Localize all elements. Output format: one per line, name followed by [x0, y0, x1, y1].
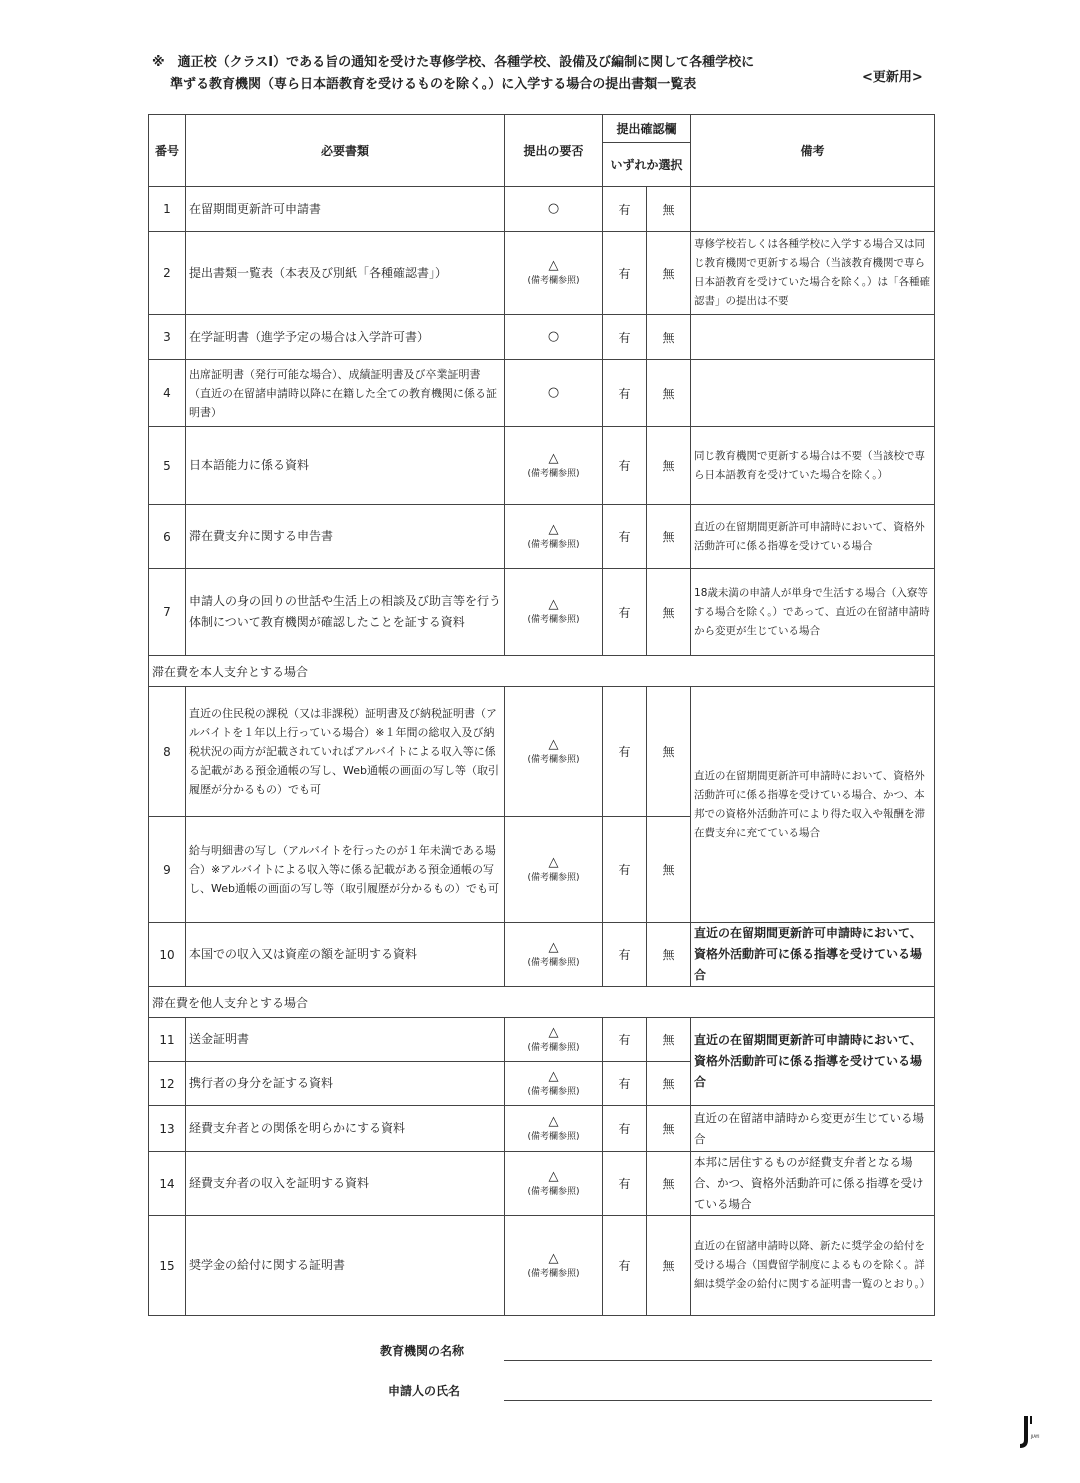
table-row: [149, 1018, 935, 1062]
required-mark: ○: [547, 201, 560, 216]
see-remarks-note: (備考欄参照): [527, 872, 580, 883]
table-row: [149, 315, 935, 360]
row-number: 12: [149, 1062, 186, 1106]
row-remarks: [691, 315, 935, 360]
row-required: [505, 505, 603, 569]
row-number: 3: [149, 315, 186, 360]
no-option[interactable]: 無: [647, 1106, 691, 1152]
row-remarks: 直近の在留諸申請時から変更が生じている場合: [691, 1106, 935, 1152]
table-row: [149, 923, 935, 987]
row-number: 8: [149, 687, 186, 817]
yes-option[interactable]: 有: [603, 1062, 647, 1106]
row-number: 1: [149, 187, 186, 232]
row-remarks: 直近の在留期間更新許可申請時において、資格外活動許可に係る指導を受けている場合: [691, 923, 935, 987]
yes-option[interactable]: 有: [603, 687, 647, 817]
row-document: 日本語能力に係る資料: [186, 427, 505, 505]
yes-option[interactable]: 有: [603, 1106, 647, 1152]
required-mark: △: [548, 854, 559, 870]
row-document: 送金証明書: [186, 1018, 505, 1062]
yes-option[interactable]: 有: [603, 187, 647, 232]
row-required: [505, 569, 603, 656]
row-document: 本国での収入又は資産の額を証明する資料: [186, 923, 505, 987]
no-option[interactable]: 無: [647, 427, 691, 505]
table-row: [149, 232, 935, 315]
table-row: [149, 427, 935, 505]
required-mark: ○: [547, 329, 560, 344]
yes-option[interactable]: 有: [603, 1152, 647, 1216]
row-required: [505, 1062, 603, 1106]
required-mark: △: [548, 597, 559, 612]
row-document: 経費支弁者との関係を明らかにする資料: [186, 1106, 505, 1152]
required-mark: △: [548, 258, 559, 273]
no-option[interactable]: 無: [647, 569, 691, 656]
section-row-self-support: [149, 656, 935, 687]
see-remarks-note: (備考欄参照): [527, 1086, 580, 1097]
no-option[interactable]: 無: [647, 232, 691, 315]
no-option[interactable]: 無: [647, 687, 691, 817]
row-remarks: [691, 187, 935, 232]
documents-table: [148, 114, 935, 1316]
row-document: 経費支弁者の収入を証明する資料: [186, 1152, 505, 1216]
row-required: [505, 1216, 603, 1316]
row-remarks: 直近の在留期間更新許可申請時において、資格外活動許可に係る指導を受けている場合: [691, 505, 935, 569]
yes-option[interactable]: 有: [603, 315, 647, 360]
institution-name-label: 教育機関の名称: [380, 1344, 465, 1358]
row-document: 申請人の身の回りの世話や生活上の相談及び助言等を行う体制について教育機関が確認したことを証する資料: [186, 569, 505, 656]
row-document: 奨学金の給付に関する証明書: [186, 1216, 505, 1316]
no-option[interactable]: 無: [647, 817, 691, 923]
header-remarks: 備考: [691, 115, 935, 187]
required-mark: △: [548, 1068, 559, 1084]
row-document: 直近の住民税の課税（又は非課税）証明書及び納税証明書（アルバイトを１年以上行っている場合）※１年間の総収入及び納税状況の両方が記載されていればアルバイトによる収入等に係る記載がある預金通帳の写し、Web通帳の画面の写し等（取引履歴が分かるもの）でも可: [186, 687, 505, 817]
row-number: 5: [149, 427, 186, 505]
row-document: 在学証明書（進学予定の場合は入学許可書）: [186, 315, 505, 360]
row-number: 15: [149, 1216, 186, 1316]
row-required: [505, 315, 603, 360]
jiayi-logo-icon: [1018, 1412, 1048, 1452]
see-remarks-note: (備考欄参照): [527, 539, 580, 550]
required-mark: △: [548, 939, 559, 955]
no-option[interactable]: 無: [647, 1152, 691, 1216]
table-row: [149, 1152, 935, 1216]
applicant-name-row: [148, 1376, 934, 1406]
table-row: [149, 360, 935, 427]
row-document: 出席証明書（発行可能な場合）、成績証明書及び卒業証明書（直近の在留諸申請時以降に在籍した全ての教育機関に係る証明書）: [186, 360, 505, 427]
table-row: [149, 569, 935, 656]
yes-option[interactable]: 有: [603, 360, 647, 427]
row-number: 11: [149, 1018, 186, 1062]
institution-name-row: [148, 1336, 934, 1366]
see-remarks-note: (備考欄参照): [527, 754, 580, 765]
brand-logo: [1018, 1412, 1048, 1452]
applicant-name-label: 申請人の氏名: [388, 1384, 461, 1398]
see-remarks-note: (備考欄参照): [527, 1186, 580, 1197]
header-documents: 必要書類: [186, 115, 505, 187]
required-mark: △: [548, 1113, 559, 1129]
see-remarks-note: (備考欄参照): [527, 468, 580, 479]
see-remarks-note: (備考欄参照): [527, 1268, 580, 1279]
yes-option[interactable]: 有: [603, 232, 647, 315]
row-document: 携行者の身分を証する資料: [186, 1062, 505, 1106]
row-number: 10: [149, 923, 186, 987]
row-remarks: 直近の在留諸申請時以降、新たに奨学金の給付を受ける場合（国費留学制度によるものを除く。詳細は奨学金の給付に関する証明書一覧のとおり。）: [691, 1216, 935, 1316]
row-document: 滞在費支弁に関する申告書: [186, 505, 505, 569]
title-line-2: 準ずる教育機関（専ら日本語教育を受けるものを除く。）に入学する場合の提出書類一覧表: [170, 77, 697, 92]
row-required: [505, 817, 603, 923]
see-remarks-note: (備考欄参照): [527, 276, 580, 286]
yes-option[interactable]: 有: [603, 817, 647, 923]
row-remarks: 同じ教育機関で更新する場合は不要（当該校で専ら日本語教育を受けていた場合を除く。）: [691, 427, 935, 505]
see-remarks-note: (備考欄参照): [527, 615, 580, 625]
row-required: [505, 923, 603, 987]
required-mark: △: [548, 1250, 559, 1266]
see-remarks-note: (備考欄参照): [527, 957, 580, 968]
required-mark: △: [548, 1024, 559, 1040]
row-number: 6: [149, 505, 186, 569]
required-mark: △: [548, 736, 559, 752]
header-confirm: 提出確認欄: [603, 115, 691, 143]
update-tag: <更新用>: [862, 70, 923, 85]
required-mark: △: [548, 1168, 559, 1184]
row-required: [505, 1018, 603, 1062]
document-header: [152, 52, 932, 96]
yes-option[interactable]: 有: [603, 427, 647, 505]
row-required: [505, 187, 603, 232]
table-row: [149, 505, 935, 569]
row-number: 14: [149, 1152, 186, 1216]
institution-name-field[interactable]: [504, 1360, 932, 1361]
no-option[interactable]: 無: [647, 1018, 691, 1062]
header-required: 提出の要否: [505, 115, 603, 187]
row-number: 13: [149, 1106, 186, 1152]
row-number: 9: [149, 817, 186, 923]
section-other-support-label: 滞在費を他人支弁とする場合: [149, 987, 935, 1018]
yes-option[interactable]: 有: [603, 1018, 647, 1062]
table-row: [149, 687, 935, 817]
see-remarks-note: (備考欄参照): [527, 1042, 580, 1053]
row-remarks: 直近の在留期間更新許可申請時において、資格外活動許可に係る指導を受けている場合: [691, 1018, 935, 1106]
yes-option[interactable]: 有: [603, 1216, 647, 1316]
no-option[interactable]: 無: [647, 187, 691, 232]
row-required: [505, 1152, 603, 1216]
row-required: [505, 687, 603, 817]
yes-option[interactable]: 有: [603, 505, 647, 569]
row-remarks: 直近の在留期間更新許可申請時において、資格外活動許可に係る指導を受けている場合、かつ、本邦での資格外活動許可により得た収入や報酬を滞在費支弁に充てている場合: [691, 687, 935, 923]
row-remarks: 専修学校若しくは各種学校に入学する場合又は同じ教育機関で更新する場合（当該教育機関で専ら日本語教育を受けていた場合を除く。）は「各種確認書」の提出は不要: [691, 232, 935, 315]
table-row: [149, 1216, 935, 1316]
row-remarks: 18歳未満の申請人が単身で生活する場合（入寮等する場合を除く。）であって、直近の在留諸申請時から変更が生じている場合: [691, 569, 935, 656]
logo-wordmark: JIAYI: [1031, 1434, 1040, 1439]
header-row-1: [149, 115, 935, 143]
no-option[interactable]: 無: [647, 1216, 691, 1316]
no-option[interactable]: 無: [647, 360, 691, 427]
row-remarks: [691, 360, 935, 427]
applicant-name-field[interactable]: [504, 1400, 932, 1401]
table-row: [149, 1106, 935, 1152]
row-required: [505, 427, 603, 505]
title-line-1: ※ 適正校（クラスⅠ）である旨の通知を受けた専修学校、各種学校、設備及び編制に関して各種学校に: [152, 55, 755, 70]
table-row: [149, 187, 935, 232]
row-number: 2: [149, 232, 186, 315]
row-document: 提出書類一覧表（本表及び別紙「各種確認書」）: [186, 232, 505, 315]
no-option[interactable]: 無: [647, 1062, 691, 1106]
section-self-support-label: 滞在費を本人支弁とする場合: [149, 656, 935, 687]
header-choose-one: いずれか選択: [603, 143, 691, 187]
row-required: [505, 360, 603, 427]
required-mark: △: [548, 450, 559, 466]
no-option[interactable]: 無: [647, 505, 691, 569]
row-document: 在留期間更新許可申請書: [186, 187, 505, 232]
row-remarks: 本邦に居住するものが経費支弁者となる場合、かつ、資格外活動許可に係る指導を受けている場合: [691, 1152, 935, 1216]
row-number: 4: [149, 360, 186, 427]
required-mark: ○: [547, 385, 560, 400]
row-required: [505, 1106, 603, 1152]
see-remarks-note: (備考欄参照): [527, 1131, 580, 1142]
required-mark: △: [548, 521, 559, 537]
yes-option[interactable]: 有: [603, 569, 647, 656]
no-option[interactable]: 無: [647, 923, 691, 987]
header-number: 番号: [149, 115, 186, 187]
row-required: [505, 232, 603, 315]
row-document: 給与明細書の写し（アルバイトを行ったのが１年未満である場合）※アルバイトによる収入等に係る記載がある預金通帳の写し、Web通帳の画面の写し等（取引履歴が分かるもの）でも可: [186, 817, 505, 923]
no-option[interactable]: 無: [647, 315, 691, 360]
yes-option[interactable]: 有: [603, 923, 647, 987]
row-number: 7: [149, 569, 186, 656]
section-row-other-support: [149, 987, 935, 1018]
